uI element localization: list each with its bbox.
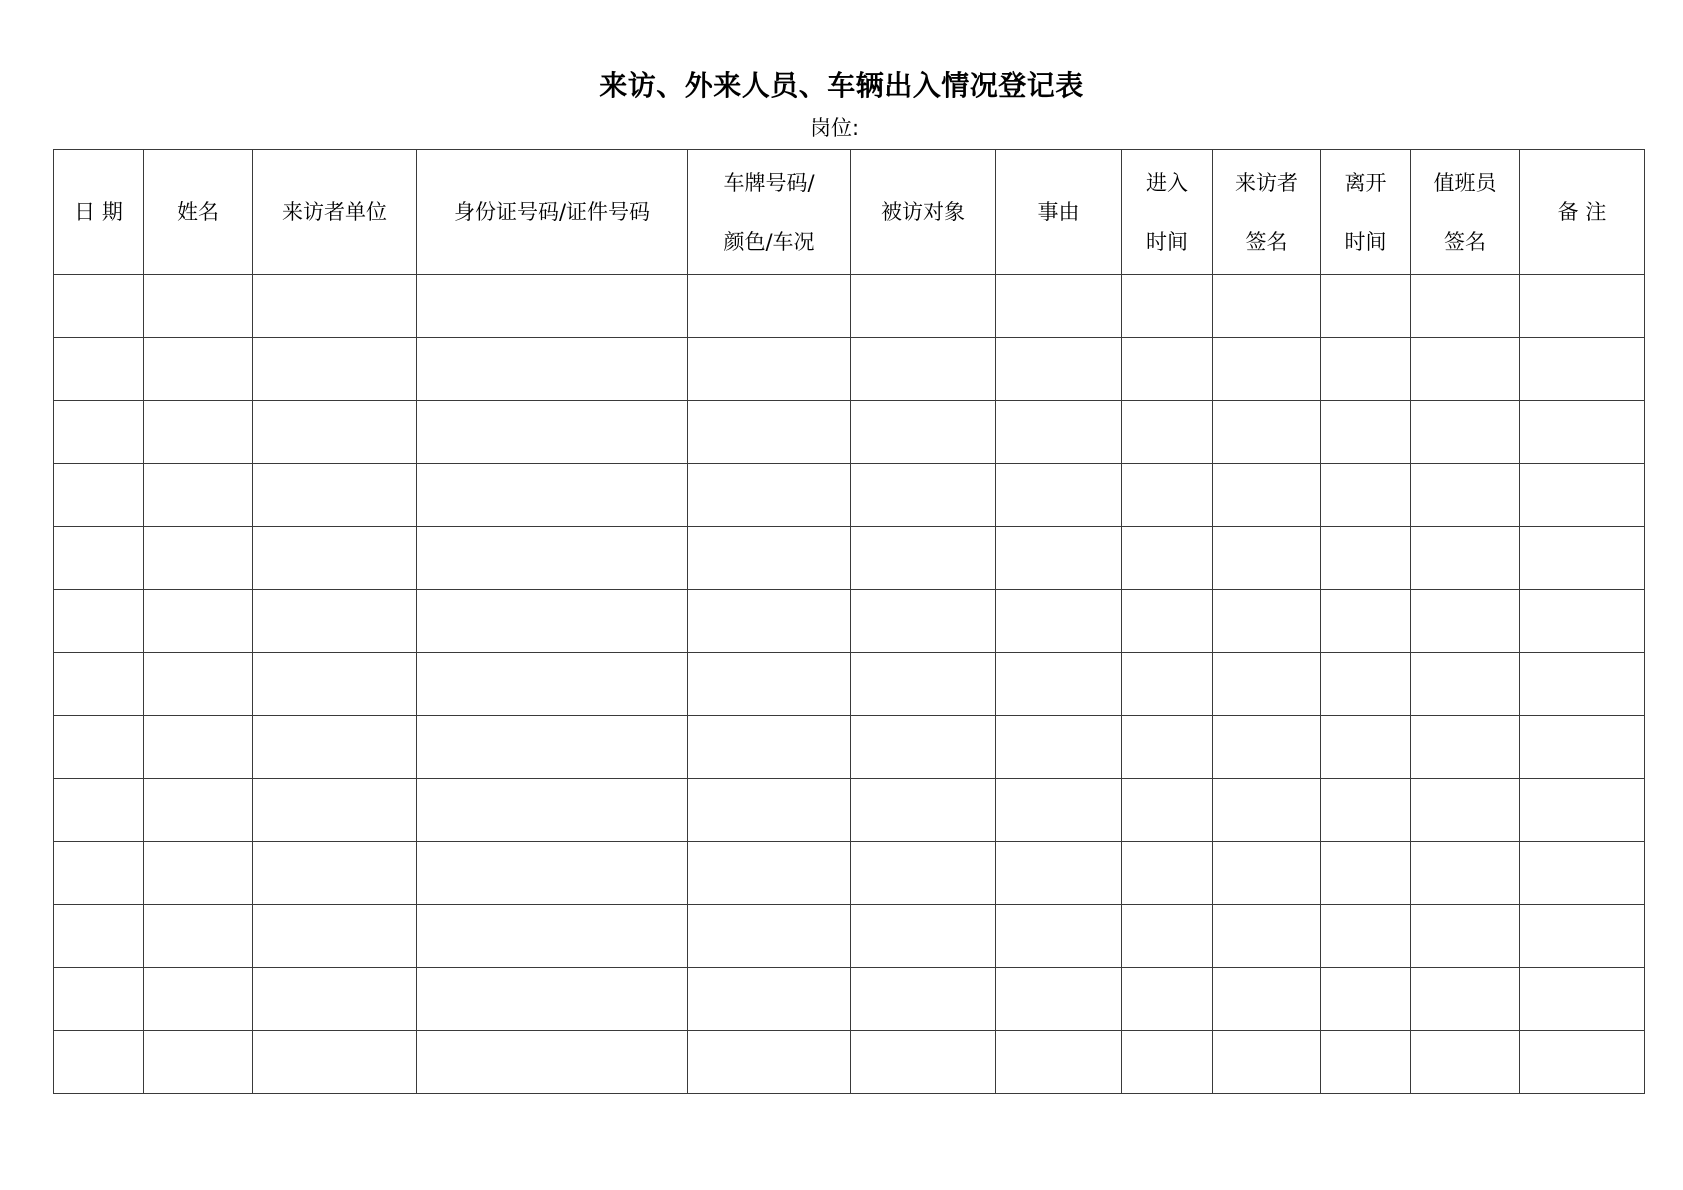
table-cell-entry-time[interactable] — [1122, 527, 1213, 590]
table-cell-entry-time[interactable] — [1122, 1031, 1213, 1094]
table-cell-visitor-signature[interactable] — [1213, 905, 1321, 968]
table-cell-name[interactable] — [144, 527, 253, 590]
table-cell-entry-time[interactable] — [1122, 275, 1213, 338]
table-cell-date[interactable] — [54, 275, 144, 338]
column-header-label: 备 注 — [1557, 200, 1607, 224]
table-cell-vehicle[interactable] — [688, 968, 851, 1031]
table-cell-visited-person[interactable] — [851, 275, 996, 338]
table-cell-name[interactable] — [144, 905, 253, 968]
table-row — [54, 842, 1645, 905]
column-header-label: 来访者 — [1235, 170, 1298, 195]
table-cell-exit-time[interactable] — [1321, 842, 1411, 905]
table-cell-visitor-signature[interactable] — [1213, 590, 1321, 653]
table-cell-visitor-unit[interactable] — [253, 905, 417, 968]
table-row — [54, 779, 1645, 842]
table-cell-visited-person[interactable] — [851, 401, 996, 464]
table-cell-entry-time[interactable] — [1122, 779, 1213, 842]
table-cell-entry-time[interactable] — [1122, 464, 1213, 527]
table-cell-entry-time[interactable] — [1122, 338, 1213, 401]
table-cell-duty-signature[interactable] — [1411, 842, 1520, 905]
table-cell-date[interactable] — [54, 779, 144, 842]
column-header-label: 时间 — [1344, 229, 1387, 254]
table-cell-reason[interactable] — [996, 905, 1122, 968]
table-cell-visitor-signature[interactable] — [1213, 1031, 1321, 1094]
table-cell-vehicle[interactable] — [688, 338, 851, 401]
table-cell-id-number[interactable] — [417, 1031, 688, 1094]
table-cell-reason[interactable] — [996, 527, 1122, 590]
column-header-label: 离开 — [1344, 170, 1387, 195]
table-cell-reason[interactable] — [996, 464, 1122, 527]
table-body — [54, 275, 1645, 1094]
table-cell-date[interactable] — [54, 527, 144, 590]
table-cell-id-number[interactable] — [417, 968, 688, 1031]
table-cell-remarks[interactable] — [1520, 338, 1645, 401]
column-header-vehicle — [688, 150, 851, 275]
table-cell-remarks[interactable] — [1520, 653, 1645, 716]
table-cell-visited-person[interactable] — [851, 1031, 996, 1094]
table-cell-remarks[interactable] — [1520, 464, 1645, 527]
table-cell-visited-person[interactable] — [851, 716, 996, 779]
table-cell-date[interactable] — [54, 590, 144, 653]
table-cell-reason[interactable] — [996, 779, 1122, 842]
table-cell-remarks[interactable] — [1520, 968, 1645, 1031]
column-header-label: 事由 — [1037, 200, 1080, 224]
table-cell-visitor-unit[interactable] — [253, 716, 417, 779]
table-cell-remarks[interactable] — [1520, 590, 1645, 653]
table-cell-name[interactable] — [144, 716, 253, 779]
table-cell-visitor-signature[interactable] — [1213, 338, 1321, 401]
table-cell-id-number[interactable] — [417, 464, 688, 527]
column-header-remarks — [1520, 150, 1645, 275]
column-header-visitor-signature — [1213, 150, 1321, 275]
table-cell-visited-person[interactable] — [851, 842, 996, 905]
table-cell-vehicle[interactable] — [688, 716, 851, 779]
table-cell-visited-person[interactable] — [851, 464, 996, 527]
table-cell-visited-person[interactable] — [851, 653, 996, 716]
table-cell-reason[interactable] — [996, 401, 1122, 464]
table-cell-vehicle[interactable] — [688, 653, 851, 716]
table-cell-date[interactable] — [54, 1031, 144, 1094]
table-cell-remarks[interactable] — [1520, 716, 1645, 779]
table-cell-id-number[interactable] — [417, 716, 688, 779]
table-cell-name[interactable] — [144, 464, 253, 527]
column-header-label: 日 期 — [74, 200, 123, 224]
table-cell-duty-signature[interactable] — [1411, 338, 1520, 401]
table-cell-remarks[interactable] — [1520, 842, 1645, 905]
table-row — [54, 653, 1645, 716]
table-cell-id-number[interactable] — [417, 905, 688, 968]
table-cell-exit-time[interactable] — [1321, 338, 1411, 401]
table-cell-visited-person[interactable] — [851, 338, 996, 401]
table-cell-date[interactable] — [54, 401, 144, 464]
table-cell-visited-person[interactable] — [851, 590, 996, 653]
table-cell-reason[interactable] — [996, 590, 1122, 653]
table-cell-visited-person[interactable] — [851, 968, 996, 1031]
table-cell-name[interactable] — [144, 653, 253, 716]
table-cell-visitor-unit[interactable] — [253, 842, 417, 905]
table-cell-entry-time[interactable] — [1122, 590, 1213, 653]
table-cell-id-number[interactable] — [417, 527, 688, 590]
table-cell-date[interactable] — [54, 968, 144, 1031]
column-header-label: 签名 — [1444, 229, 1486, 254]
page-title: 来访、外来人员、车辆出入情况登记表 — [599, 69, 1084, 102]
table-cell-date[interactable] — [54, 716, 144, 779]
table-cell-remarks[interactable] — [1520, 527, 1645, 590]
table-cell-visitor-signature[interactable] — [1213, 275, 1321, 338]
table-cell-reason[interactable] — [996, 275, 1122, 338]
table-cell-name[interactable] — [144, 401, 253, 464]
table-cell-remarks[interactable] — [1520, 905, 1645, 968]
table-cell-visitor-signature[interactable] — [1213, 527, 1321, 590]
table-cell-visitor-unit[interactable] — [253, 338, 417, 401]
column-header-label: 签名 — [1245, 229, 1288, 254]
column-header-label: 身份证号码/证件号码 — [453, 200, 651, 224]
column-header-label: 时间 — [1146, 229, 1188, 254]
table-cell-entry-time[interactable] — [1122, 905, 1213, 968]
table-cell-vehicle[interactable] — [688, 590, 851, 653]
table-cell-visitor-signature[interactable] — [1213, 653, 1321, 716]
table-cell-name[interactable] — [144, 842, 253, 905]
table-cell-entry-time[interactable] — [1122, 653, 1213, 716]
table-cell-reason[interactable] — [996, 1031, 1122, 1094]
table-cell-duty-signature[interactable] — [1411, 1031, 1520, 1094]
column-header-label: 来访者单位 — [282, 200, 387, 224]
table-cell-exit-time[interactable] — [1321, 1031, 1411, 1094]
table-cell-remarks[interactable] — [1520, 1031, 1645, 1094]
table-row — [54, 464, 1645, 527]
table-cell-exit-time[interactable] — [1321, 275, 1411, 338]
table-cell-exit-time[interactable] — [1321, 590, 1411, 653]
table-cell-date[interactable] — [54, 338, 144, 401]
table-cell-name[interactable] — [144, 779, 253, 842]
table-cell-id-number[interactable] — [417, 590, 688, 653]
table-cell-exit-time[interactable] — [1321, 464, 1411, 527]
table-cell-visitor-unit[interactable] — [253, 779, 417, 842]
table-cell-duty-signature[interactable] — [1411, 653, 1520, 716]
table-row — [54, 338, 1645, 401]
table-row — [54, 716, 1645, 779]
table-row — [54, 1031, 1645, 1094]
table-cell-id-number[interactable] — [417, 338, 688, 401]
table-cell-visitor-unit[interactable] — [253, 968, 417, 1031]
column-header-visitor-unit — [253, 150, 417, 275]
table-cell-visitor-unit[interactable] — [253, 527, 417, 590]
table-cell-duty-signature[interactable] — [1411, 716, 1520, 779]
table-cell-visitor-unit[interactable] — [253, 653, 417, 716]
visitor-register-table — [53, 149, 1645, 1094]
table-cell-visitor-signature[interactable] — [1213, 716, 1321, 779]
table-cell-vehicle[interactable] — [688, 779, 851, 842]
column-header-entry-time — [1122, 150, 1213, 275]
table-cell-name[interactable] — [144, 275, 253, 338]
table-cell-reason[interactable] — [996, 716, 1122, 779]
table-cell-visitor-signature[interactable] — [1213, 842, 1321, 905]
table-cell-exit-time[interactable] — [1321, 527, 1411, 590]
table-cell-name[interactable] — [144, 338, 253, 401]
table-cell-duty-signature[interactable] — [1411, 968, 1520, 1031]
table-cell-remarks[interactable] — [1520, 275, 1645, 338]
table-cell-visitor-unit[interactable] — [253, 275, 417, 338]
table-cell-visitor-unit[interactable] — [253, 464, 417, 527]
table-cell-vehicle[interactable] — [688, 1031, 851, 1094]
table-cell-vehicle[interactable] — [688, 275, 851, 338]
column-header-label: 被访对象 — [881, 200, 965, 224]
table-cell-id-number[interactable] — [417, 779, 688, 842]
column-header-label: 值班员 — [1433, 170, 1497, 195]
column-header-date — [54, 150, 144, 275]
table-cell-visitor-unit[interactable] — [253, 1031, 417, 1094]
table-header-row — [54, 150, 1645, 275]
column-header-reason — [996, 150, 1122, 275]
column-header-name — [144, 150, 253, 275]
column-header-label: 颜色/车况 — [723, 229, 815, 254]
table-row — [54, 968, 1645, 1031]
table-cell-exit-time[interactable] — [1321, 401, 1411, 464]
table-cell-exit-time[interactable] — [1321, 779, 1411, 842]
table-cell-visitor-signature[interactable] — [1213, 779, 1321, 842]
table-cell-date[interactable] — [54, 653, 144, 716]
table-cell-visited-person[interactable] — [851, 905, 996, 968]
table-cell-name[interactable] — [144, 968, 253, 1031]
table-cell-exit-time[interactable] — [1321, 905, 1411, 968]
table-cell-id-number[interactable] — [417, 401, 688, 464]
table-cell-exit-time[interactable] — [1321, 968, 1411, 1031]
column-header-label: 姓名 — [177, 200, 219, 224]
table-cell-entry-time[interactable] — [1122, 842, 1213, 905]
table-cell-remarks[interactable] — [1520, 779, 1645, 842]
table-cell-date[interactable] — [54, 464, 144, 527]
column-header-exit-time — [1321, 150, 1411, 275]
column-header-label: 进入 — [1146, 170, 1188, 195]
table-cell-duty-signature[interactable] — [1411, 779, 1520, 842]
table-cell-entry-time[interactable] — [1122, 968, 1213, 1031]
table-row — [54, 590, 1645, 653]
table-cell-remarks[interactable] — [1520, 401, 1645, 464]
table-row — [54, 527, 1645, 590]
table-cell-reason[interactable] — [996, 653, 1122, 716]
table-cell-entry-time[interactable] — [1122, 716, 1213, 779]
table-cell-vehicle[interactable] — [688, 464, 851, 527]
table-cell-entry-time[interactable] — [1122, 401, 1213, 464]
table-cell-name[interactable] — [144, 590, 253, 653]
column-header-id-number — [417, 150, 688, 275]
table-cell-reason[interactable] — [996, 338, 1122, 401]
table-cell-name[interactable] — [144, 1031, 253, 1094]
column-header-visited-person — [851, 150, 996, 275]
table-cell-reason[interactable] — [996, 842, 1122, 905]
table-cell-visitor-unit[interactable] — [253, 590, 417, 653]
table-cell-visitor-unit[interactable] — [253, 401, 417, 464]
table-cell-visitor-signature[interactable] — [1213, 464, 1321, 527]
table-cell-date[interactable] — [54, 842, 144, 905]
table-cell-id-number[interactable] — [417, 842, 688, 905]
column-header-duty-signature — [1411, 150, 1520, 275]
table-cell-vehicle[interactable] — [688, 842, 851, 905]
table-cell-id-number[interactable] — [417, 275, 688, 338]
table-cell-vehicle[interactable] — [688, 905, 851, 968]
table-cell-reason[interactable] — [996, 968, 1122, 1031]
table-cell-exit-time[interactable] — [1321, 716, 1411, 779]
table-cell-id-number[interactable] — [417, 653, 688, 716]
table-cell-duty-signature[interactable] — [1411, 905, 1520, 968]
table-cell-exit-time[interactable] — [1321, 653, 1411, 716]
table-cell-date[interactable] — [54, 905, 144, 968]
table-row — [54, 275, 1645, 338]
table-cell-duty-signature[interactable] — [1411, 275, 1520, 338]
post-label: 岗位: — [810, 116, 860, 140]
table-cell-duty-signature[interactable] — [1411, 527, 1520, 590]
table-row — [54, 905, 1645, 968]
table-cell-vehicle[interactable] — [688, 401, 851, 464]
table-cell-vehicle[interactable] — [688, 527, 851, 590]
table-cell-duty-signature[interactable] — [1411, 464, 1520, 527]
column-header-label: 车牌号码/ — [723, 170, 815, 195]
table-row — [54, 401, 1645, 464]
table-cell-duty-signature[interactable] — [1411, 590, 1520, 653]
table-cell-duty-signature[interactable] — [1411, 401, 1520, 464]
table-cell-visited-person[interactable] — [851, 527, 996, 590]
table-cell-visitor-signature[interactable] — [1213, 968, 1321, 1031]
table-cell-visited-person[interactable] — [851, 779, 996, 842]
table-cell-visitor-signature[interactable] — [1213, 401, 1321, 464]
